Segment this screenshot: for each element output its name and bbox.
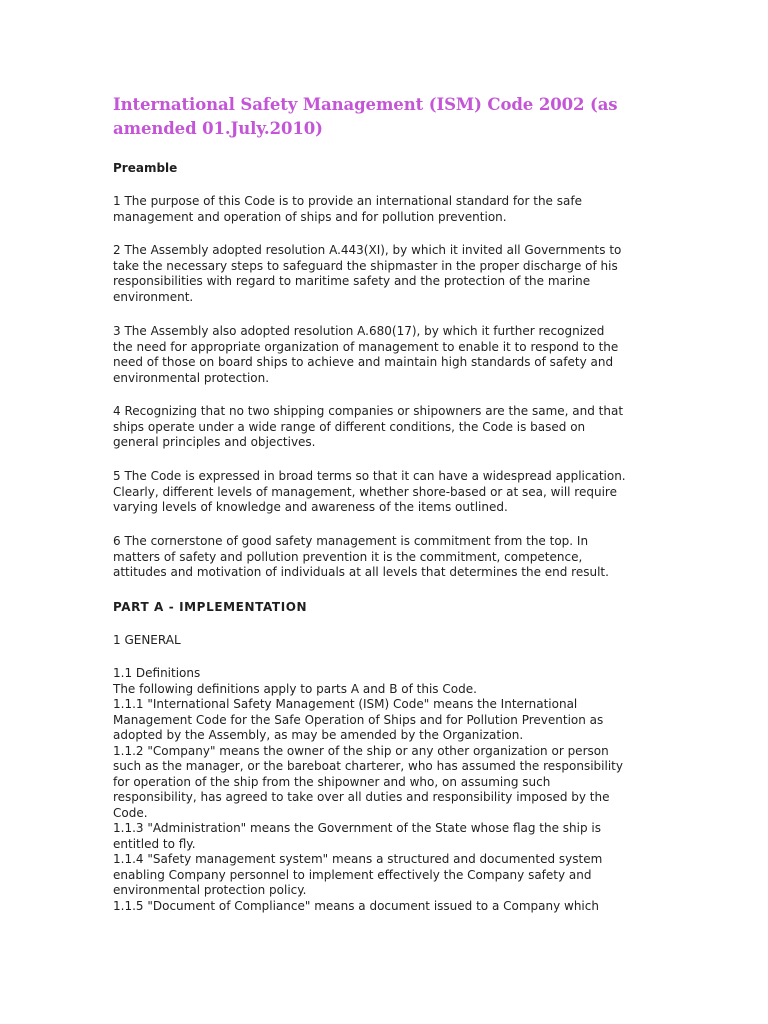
text-line: adopted by the Assembly, as may be amended by the Organization. <box>113 728 524 742</box>
text-line: The following definitions apply to parts A and B of this Code. <box>113 681 477 696</box>
text-line: 1.1.2 "Company" means the owner of the ship or any other organization or person <box>113 743 609 758</box>
text-line: take the necessary steps to safeguard the shipmaster in the proper discharge of his <box>113 258 618 273</box>
text-line: 1.1.5 "Document of Compliance" means a document issued to a Company which <box>113 898 599 913</box>
text-line: for operation of the ship from the shipowner and who, on assuming such <box>113 774 551 789</box>
text-line: 4 Recognizing that no two shipping companies or shipowners are the same, and that <box>113 404 624 418</box>
definitions-section <box>113 666 653 914</box>
preamble-paragraph-5 <box>113 469 653 516</box>
text-line: 1.1.4 "Safety management system" means a structured and documented system <box>113 852 603 866</box>
title-line: amended 01.July.2010) <box>113 119 323 138</box>
text-line: 1.1.3 "Administration" means the Government of the State whose flag the ship is <box>113 821 602 835</box>
preamble-paragraph-6 <box>113 534 653 581</box>
general-heading: 1 GENERAL <box>113 633 181 647</box>
text-line: Code. <box>113 805 148 820</box>
text-line: responsibility, has agreed to take over all duties and responsibility imposed by the <box>113 790 610 804</box>
document-title <box>113 93 653 141</box>
part-a-heading: PART A - IMPLEMENTATION <box>113 600 308 614</box>
text-line: the need for appropriate organization of management to enable it to respond to the <box>113 339 619 354</box>
title-line: International Safety Management (ISM) Code 2002 (as <box>113 95 618 114</box>
preamble-paragraph-3 <box>113 324 653 386</box>
text-line: such as the manager, or the bareboat charterer, who has assumed the responsibility <box>113 759 623 773</box>
text-line: general principles and objectives. <box>113 435 316 449</box>
text-line: responsibilities with regard to maritime safety and the protection of the marine <box>113 274 591 288</box>
text-line: need of those on board ships to achieve and maintain high standards of safety and <box>113 355 614 369</box>
text-line: environmental protection policy. <box>113 883 307 897</box>
text-line: varying levels of knowledge and awareness of the items outlined. <box>113 500 508 514</box>
text-line: 1.1.1 "International Safety Management (ISM) Code" means the International <box>113 697 578 711</box>
preamble-paragraph-2 <box>113 243 653 305</box>
text-line: 6 The cornerstone of good safety management is commitment from the top. In <box>113 534 589 548</box>
text-line: 5 The Code is expressed in broad terms so that it can have a widespread application. <box>113 469 626 483</box>
text-line: 2 The Assembly adopted resolution A.443(XI), by which it invited all Governments to <box>113 243 622 257</box>
text-line: environment. <box>113 289 194 304</box>
text-line: entitled to fly. <box>113 836 196 851</box>
text-line: Clearly, different levels of management, whether shore-based or at sea, will require <box>113 484 617 499</box>
preamble-paragraph-1 <box>113 194 653 225</box>
preamble-paragraph-4 <box>113 404 653 451</box>
text-line: matters of safety and pollution prevention it is the commitment, competence, <box>113 549 583 564</box>
text-line: 3 The Assembly also adopted resolution A.680(17), by which it further recognized <box>113 324 605 338</box>
text-line: enabling Company personnel to implement effectively the Company safety and <box>113 867 592 882</box>
text-line: 1 The purpose of this Code is to provide an international standard for the safe <box>113 194 582 208</box>
text-line: management and operation of ships and for pollution prevention. <box>113 209 507 224</box>
text-line: environmental protection. <box>113 370 270 385</box>
preamble-heading: Preamble <box>113 161 178 175</box>
text-line: Management Code for the Safe Operation of Ships and for Pollution Prevention as <box>113 712 604 727</box>
text-line: attitudes and motivation of individuals at all levels that determines the end result. <box>113 565 609 579</box>
text-line: 1.1 Definitions <box>113 666 201 680</box>
text-line: ships operate under a wide range of different conditions, the Code is based on <box>113 419 586 434</box>
